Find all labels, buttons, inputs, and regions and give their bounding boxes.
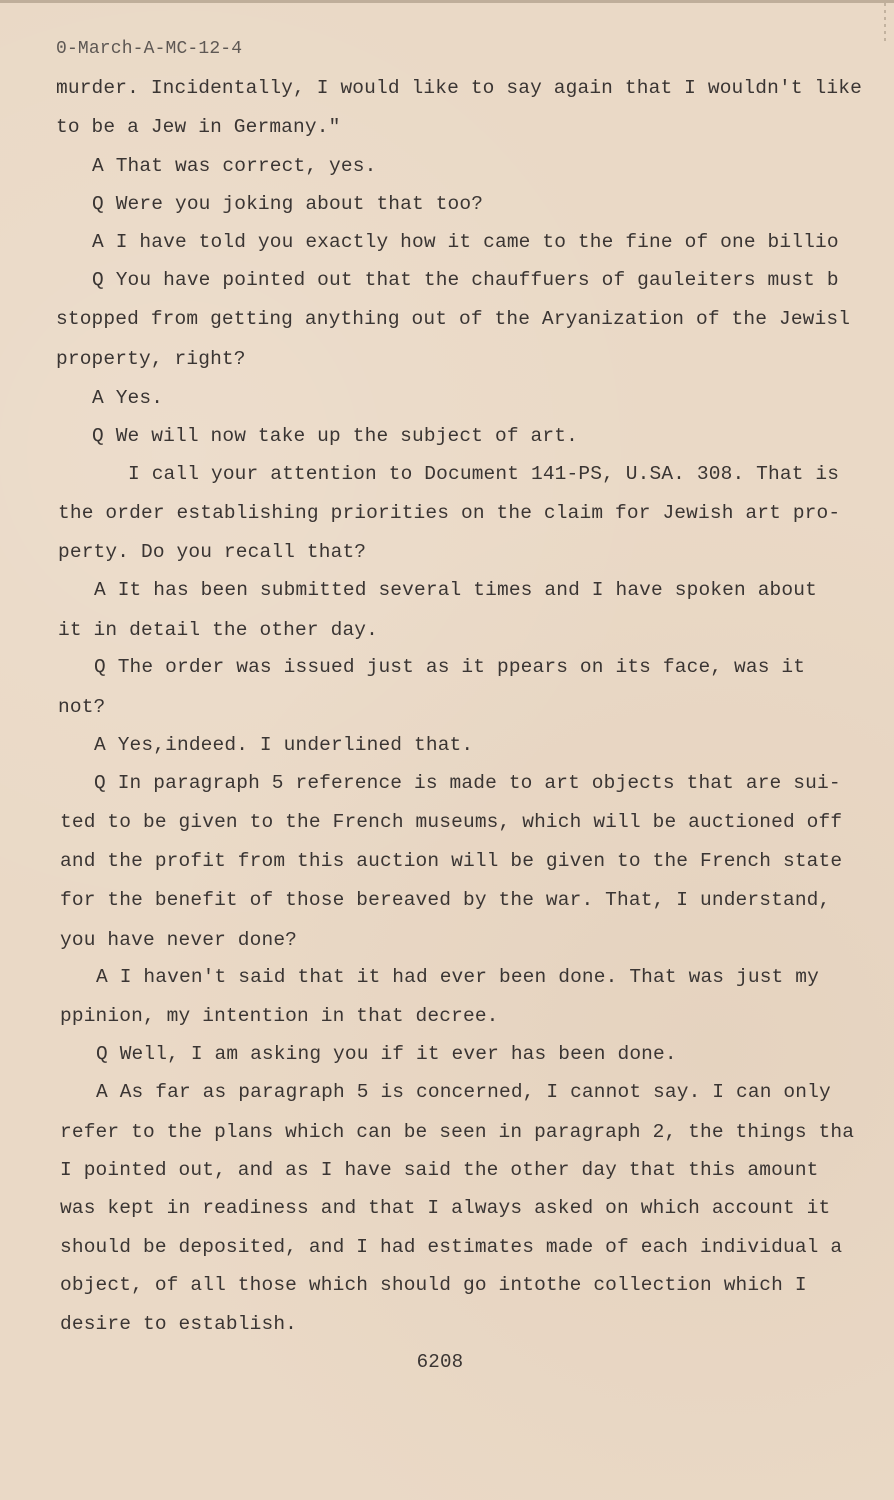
text-line: A Yes.: [92, 387, 164, 409]
text-line: refer to the plans which can be seen in paragraph 2, the things tha: [60, 1121, 855, 1143]
text-line: the order establishing priorities on the claim for Jewish art pro-: [58, 502, 841, 524]
text-line: A As far as paragraph 5 is concerned, I cannot say. I can only: [96, 1081, 831, 1103]
text-line: I pointed out, and as I have said the other day that this amount: [60, 1159, 819, 1181]
text-line: I call your attention to Document 141-PS, U.SA. 308. That is: [128, 463, 840, 485]
text-line: Q Were you joking about that too?: [92, 193, 484, 215]
text-line: desire to establish.: [60, 1313, 298, 1335]
text-line: Q The order was issued just as it ppears on its face, was it: [94, 656, 806, 678]
text-line: ted to be given to the French museums, which will be auctioned off: [60, 811, 843, 833]
text-line: to be a Jew in Germany.": [56, 116, 341, 138]
text-line: murder. Incidentally, I would like to say again that I wouldn't like: [56, 77, 862, 99]
text-line: it in detail the other day.: [58, 619, 379, 641]
text-line: A It has been submitted several times and I have spoken about: [94, 579, 817, 601]
text-line: should be deposited, and I had estimates made of each individual a: [60, 1236, 843, 1258]
text-line: A Yes,indeed. I underlined that.: [94, 734, 474, 756]
edge-perforation: [884, 3, 886, 43]
text-line: not?: [58, 696, 106, 718]
text-line: you have never done?: [60, 929, 298, 951]
page-header: 0-March-A-MC-12-4: [56, 39, 243, 59]
text-line: Q We will now take up the subject of art.: [92, 425, 578, 447]
text-line: for the benefit of those bereaved by the war. That, I understand,: [60, 889, 831, 911]
text-line: Q Well, I am asking you if it ever has been done.: [96, 1043, 677, 1065]
text-line: and the profit from this auction will be given to the French state: [60, 850, 843, 872]
text-line: object, of all those which should go intothe collection which I: [60, 1274, 807, 1296]
text-line: was kept in readiness and that I always asked on which account it: [60, 1197, 831, 1219]
text-line: Q In paragraph 5 reference is made to art objects that are sui-: [94, 772, 841, 794]
text-line: perty. Do you recall that?: [58, 541, 367, 563]
text-line: stopped from getting anything out of the Aryanization of the Jewisl: [56, 308, 851, 330]
page-number: 6208: [416, 1351, 464, 1373]
text-line: A I haven't said that it had ever been done. That was just my: [96, 966, 819, 988]
text-line: property, right?: [56, 348, 246, 370]
text-line: A I have told you exactly how it came to the fine of one billio: [92, 231, 839, 253]
text-line: Q You have pointed out that the chauffuers of gauleiters must b: [92, 269, 839, 291]
text-line: ppinion, my intention in that decree.: [60, 1005, 499, 1027]
text-line: A That was correct, yes.: [92, 155, 377, 177]
